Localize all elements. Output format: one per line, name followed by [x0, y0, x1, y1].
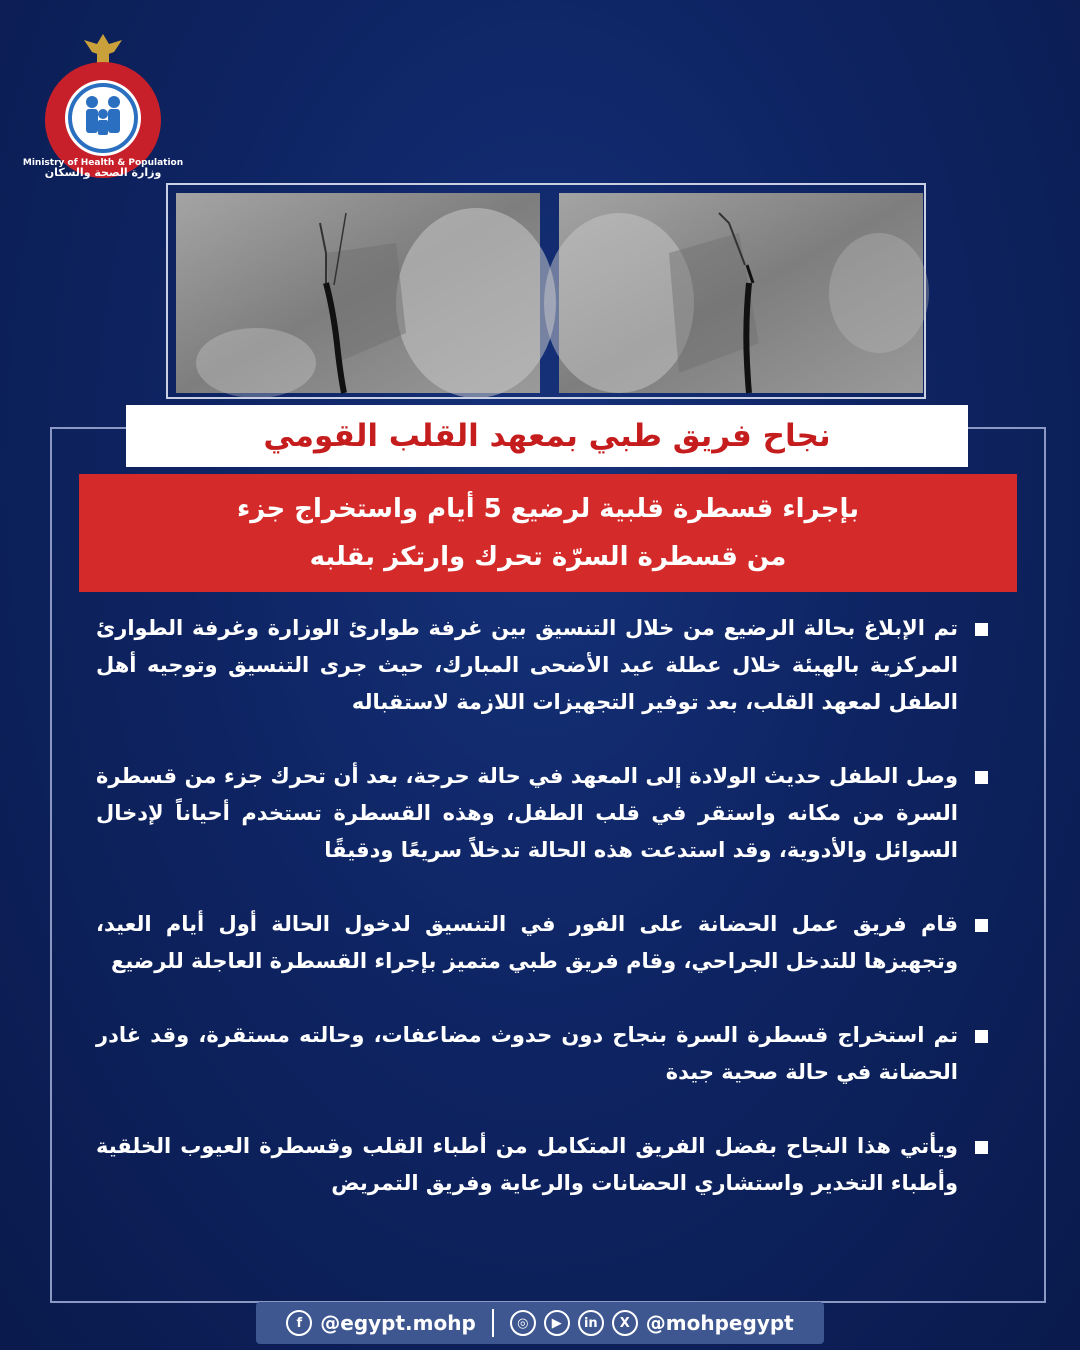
bullet-square-icon — [975, 771, 988, 784]
bullet-item — [96, 906, 992, 980]
facebook-handle[interactable]: @egypt.mohp — [320, 1311, 476, 1335]
footer-divider — [492, 1309, 494, 1337]
bullet-item — [96, 1017, 992, 1091]
social-footer — [256, 1302, 824, 1344]
bullet-square-icon — [975, 623, 988, 636]
facebook-icon[interactable]: f — [286, 1310, 312, 1336]
bullet-text: تم استخراج قسطرة السرة بنجاح دون حدوث مضاعفات، وحالته مستقرة، وقد غادر الحضانة في حالة صحية جيدة — [96, 1023, 958, 1084]
logo-text-en: Ministry of Health & Population — [22, 158, 184, 168]
bullet-item — [96, 610, 992, 721]
bullet-square-icon — [975, 919, 988, 932]
subheadline — [79, 474, 1017, 592]
headline-text: نجاح فريق طبي بمعهد القلب القومي — [263, 418, 831, 454]
headline — [126, 405, 968, 467]
bullet-text: تم الإبلاغ بحالة الرضيع من خلال التنسيق بين غرفة طوارئ الوزارة وغرفة الطوارئ المركزية بالهيئة خلال عطلة عيد الأضحى المبارك، حيث جرى التنسيق وتوجيه أهل الطفل لمعهد القلب، بعد توفير التجهيزات اللازمة لاستقباله — [96, 616, 958, 714]
bullet-text: ويأتي هذا النجاح بفضل الفريق المتكامل من أطباء القلب وقسطرة العيوب الخلقية وأطباء التخدير واستشاري الحضانات والرعاية وفريق التمريض — [96, 1134, 958, 1195]
youtube-icon[interactable]: ▶ — [544, 1310, 570, 1336]
xray-image-right — [559, 193, 923, 393]
bullet-item — [96, 758, 992, 869]
linkedin-icon[interactable]: in — [578, 1310, 604, 1336]
bullet-item — [96, 1128, 992, 1202]
xray-image-left — [176, 193, 540, 393]
subheadline-line-1: بإجراء قسطرة قلبية لرضيع 5 أيام واستخراج جزء — [236, 494, 859, 524]
eagle-icon — [84, 34, 122, 64]
logo-text-ar: وزارة الصحة والسكان — [44, 166, 162, 179]
bullet-text: وصل الطفل حديث الولادة إلى المعهد في حالة حرجة، بعد أن تحرك جزء من قسطرة السرة من مكانه واستقر في قلب الطفل، وهذه القسطرة تستخدم أحياناً لإدخال السوائل والأدوية، وقد استدعت هذه الحالة تدخلاً سريعًا ودقيقًا — [96, 764, 958, 862]
x-icon[interactable]: X — [612, 1310, 638, 1336]
social-handle[interactable]: @mohpegypt — [645, 1311, 794, 1335]
subheadline-line-2: من قسطرة السرّة تحرك وارتكز بقلبه — [309, 542, 787, 572]
instagram-icon[interactable]: ◎ — [510, 1310, 536, 1336]
bullet-square-icon — [975, 1141, 988, 1154]
bullet-text: قام فريق عمل الحضانة على الفور في التنسيق لدخول الحالة أول أيام العيد، وتجهيزها للتدخل الجراحي، وقام فريق طبي متميز بإجراء القسطرة العاجلة للرضيع — [96, 912, 958, 973]
bullet-square-icon — [975, 1030, 988, 1043]
ministry-logo — [22, 30, 184, 180]
bullet-list — [96, 610, 992, 1239]
